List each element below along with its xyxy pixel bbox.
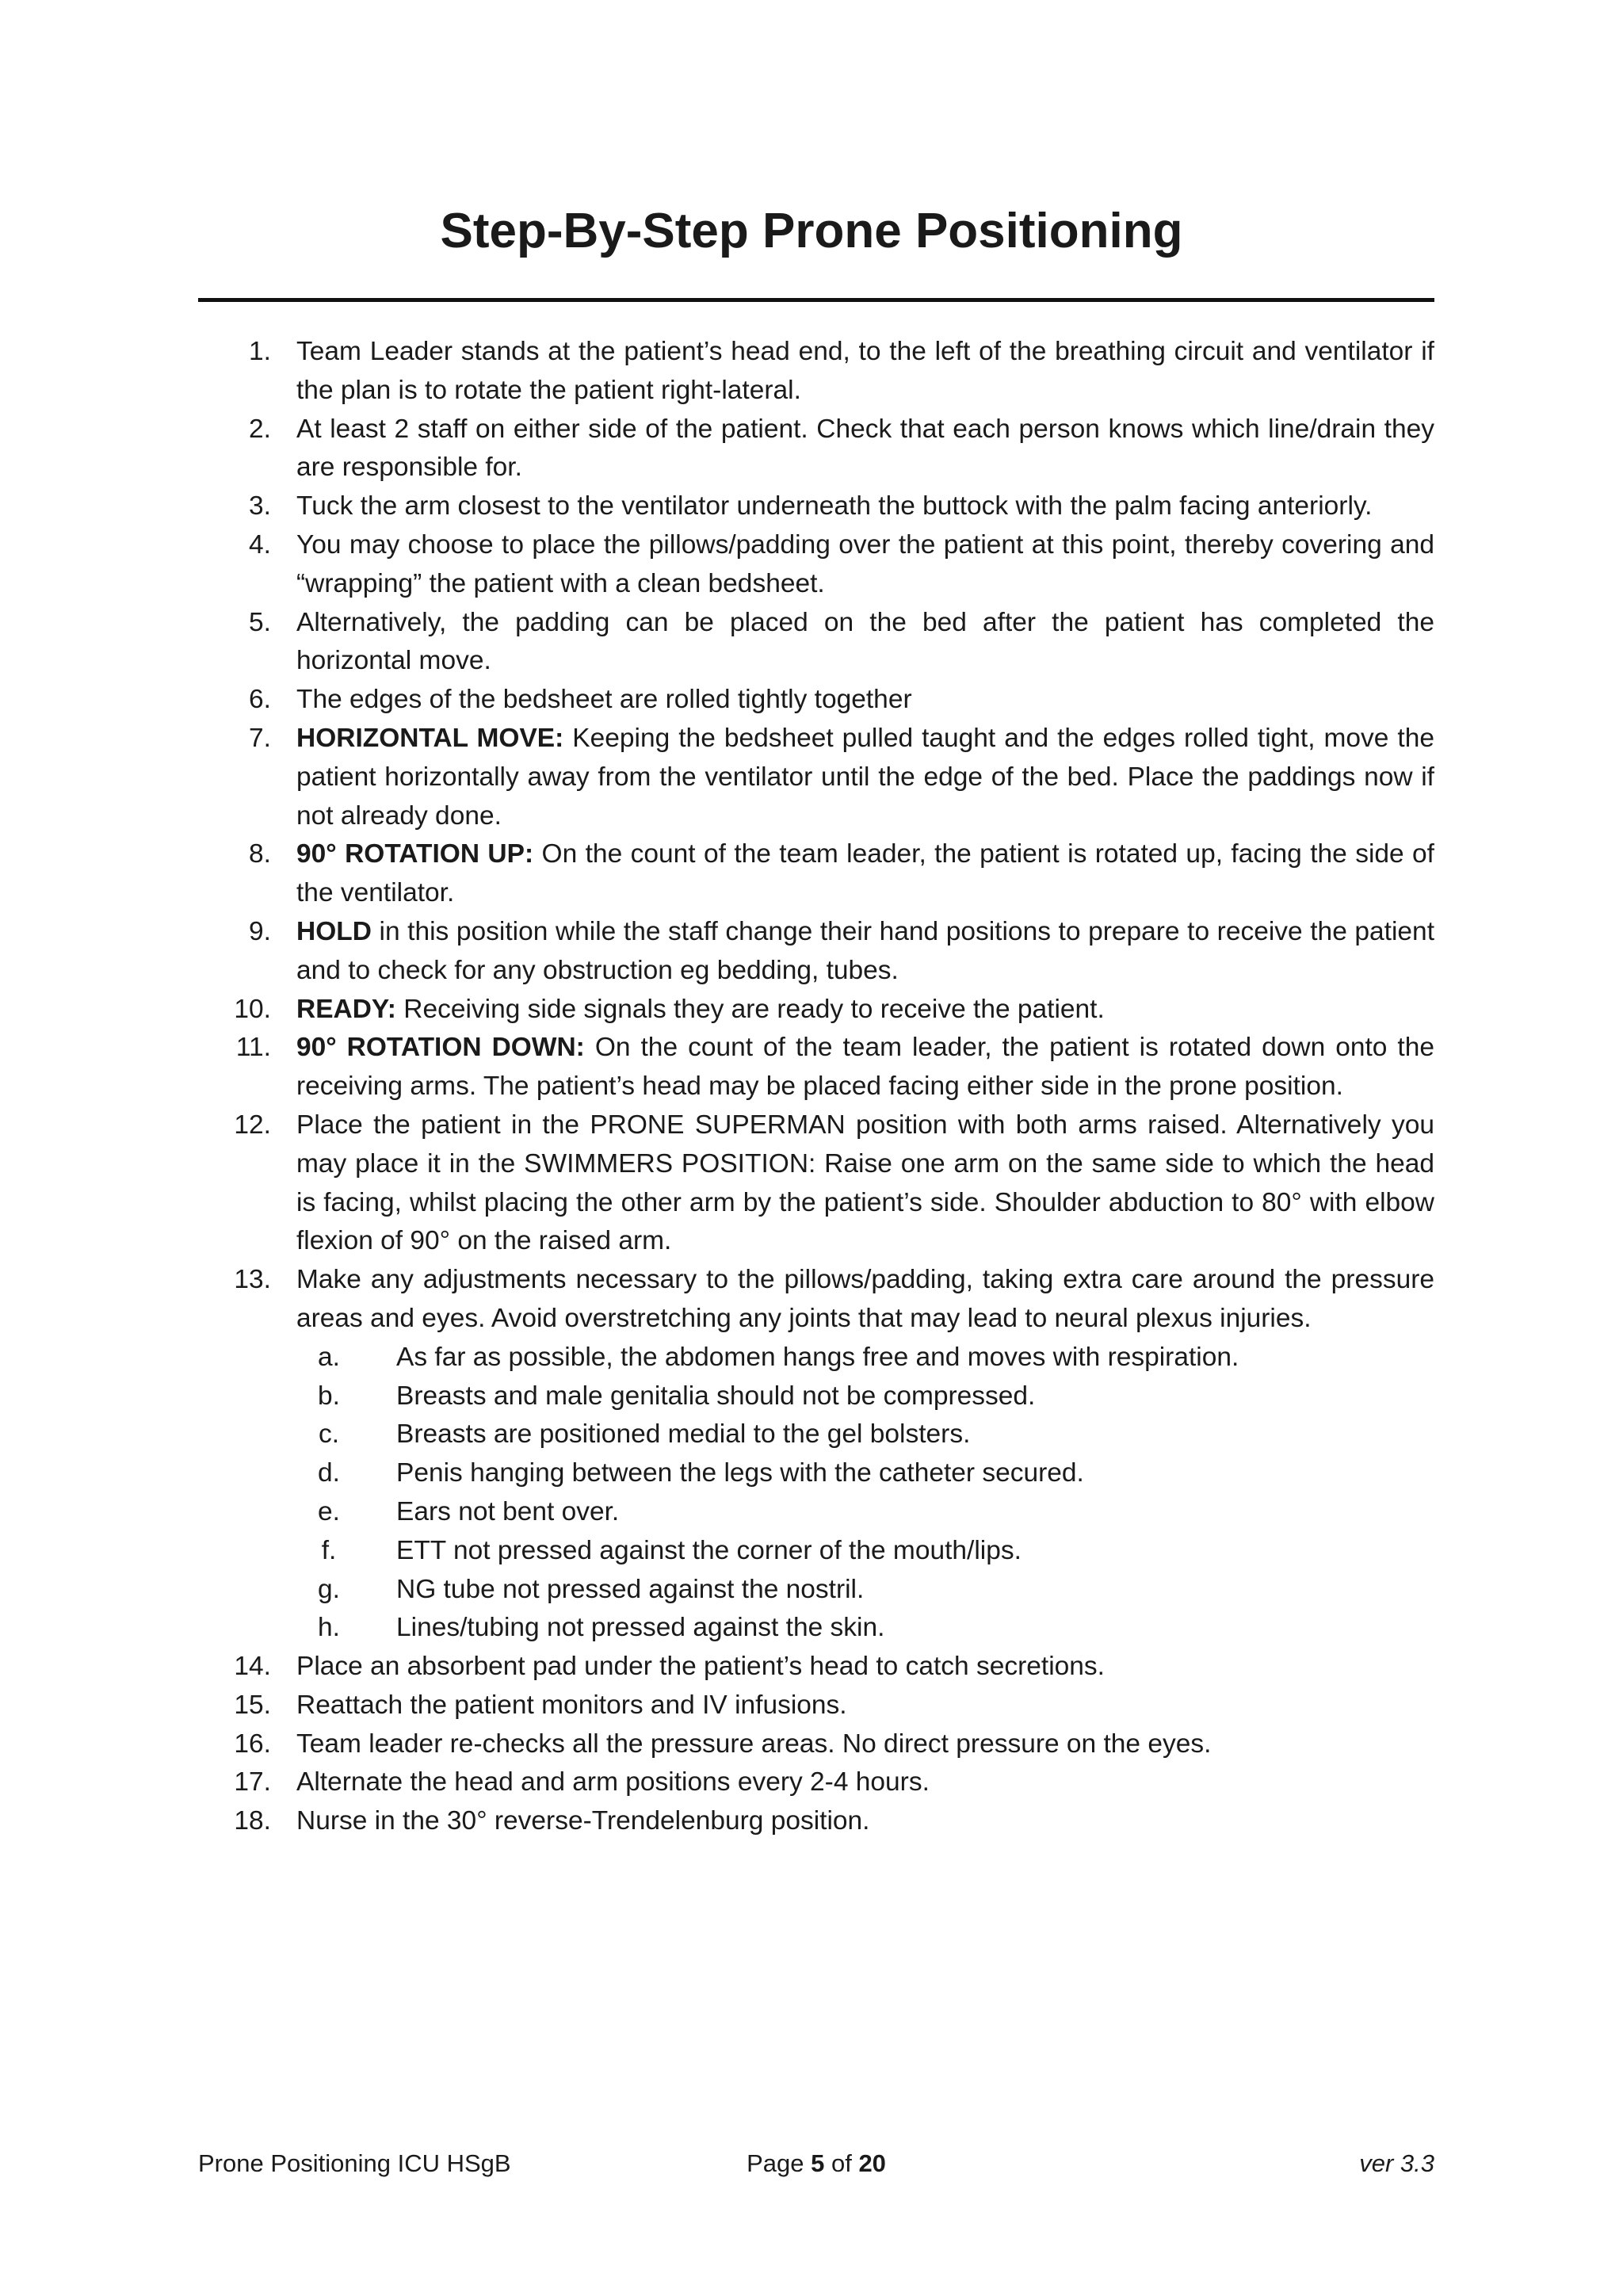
step-number: 15. xyxy=(234,1690,271,1720)
step-number: 18. xyxy=(234,1806,271,1836)
step-number: 6. xyxy=(249,685,271,715)
step-text: Alternate the head and arm positions every 2-4 hours. xyxy=(296,1767,930,1797)
step-9 xyxy=(198,913,1434,991)
step-number: 1. xyxy=(249,337,271,366)
substeps-list xyxy=(296,1339,1434,1648)
page-total: 20 xyxy=(858,2149,886,2177)
page-of: of xyxy=(824,2149,859,2177)
step-text: Team leader re-checks all the pressure areas. No direct pressure on the eyes. xyxy=(296,1729,1212,1759)
page-prefix: Page xyxy=(747,2149,812,2177)
page-current: 5 xyxy=(811,2149,825,2177)
substep-e xyxy=(296,1493,1434,1532)
substep-text: Penis hanging between the legs with the catheter secured. xyxy=(396,1458,1084,1488)
substep-letter: g. xyxy=(318,1574,340,1604)
step-number: 5. xyxy=(249,607,271,637)
substep-h xyxy=(296,1609,1434,1648)
step-11 xyxy=(198,1029,1434,1106)
substep-text: Lines/tubing not pressed against the skin. xyxy=(396,1613,885,1643)
step-number: 14. xyxy=(234,1652,271,1682)
substep-letter: b. xyxy=(318,1381,340,1411)
step-number: 8. xyxy=(249,839,271,869)
substep-f xyxy=(296,1532,1434,1571)
substep-text: ETT not pressed against the corner of the mouth/lips. xyxy=(396,1535,1022,1565)
step-8 xyxy=(198,835,1434,913)
substep-b xyxy=(296,1377,1434,1416)
steps-list xyxy=(198,333,1434,1841)
substep-letter: d. xyxy=(318,1458,340,1488)
step-text: Receiving side signals they are ready to receive the patient. xyxy=(395,994,1105,1024)
step-7 xyxy=(198,720,1434,835)
step-15 xyxy=(198,1687,1434,1725)
step-text: On the count of the team leader, the patient is rotated down onto the receiving arms. The patient’s head may be placed facing either side in the prone position. xyxy=(296,1033,1434,1102)
step-text: Reattach the patient monitors and IV infusions. xyxy=(296,1690,847,1720)
step-text: Place an absorbent pad under the patient’s head to catch secretions. xyxy=(296,1652,1105,1682)
step-3 xyxy=(198,487,1434,526)
step-keyword: READY: xyxy=(296,994,396,1024)
substep-text: NG tube not pressed against the nostril. xyxy=(396,1574,865,1604)
step-16 xyxy=(198,1725,1434,1764)
step-keyword: 90° ROTATION UP: xyxy=(296,839,534,869)
step-number: 3. xyxy=(249,491,271,521)
step-text: Place the patient in the PRONE SUPERMAN position with both arms raised. Alternatively you may place it in the SWIMMERS POSITION: Raise one arm on the same side to which the head is facing, whilst placing the other arm by the patient’s side. Shoulder abduction to 80° with elbow flexion of 90° on the raised arm. xyxy=(296,1110,1434,1256)
step-number: 17. xyxy=(234,1767,271,1797)
page-footer xyxy=(198,2146,1434,2181)
substep-text: As far as possible, the abdomen hangs free and moves with respiration. xyxy=(396,1342,1239,1372)
page-title: Step-By-Step Prone Positioning xyxy=(440,204,1183,258)
step-text: Nurse in the 30° reverse-Trendelenburg position. xyxy=(296,1806,870,1836)
substep-text: Ears not bent over. xyxy=(396,1496,620,1526)
step-text: At least 2 staff on either side of the patient. Check that each person knows which line/drain they are responsible for. xyxy=(296,414,1434,483)
step-number: 2. xyxy=(249,414,271,444)
step-6 xyxy=(198,681,1434,720)
footer-version: ver 3.3 xyxy=(1359,2149,1434,2177)
substep-a xyxy=(296,1339,1434,1377)
substep-letter: h. xyxy=(318,1613,340,1643)
step-5 xyxy=(198,604,1434,682)
step-text: You may choose to place the pillows/padding over the patient at this point, thereby covering and “wrapping” the patient with a clean bedsheet. xyxy=(296,529,1434,598)
step-12 xyxy=(198,1106,1434,1261)
step-text: Tuck the arm closest to the ventilator underneath the buttock with the palm facing anteriorly. xyxy=(296,491,1373,521)
step-4 xyxy=(198,526,1434,604)
step-13 xyxy=(198,1261,1434,1648)
substep-letter: e. xyxy=(318,1496,340,1526)
step-number: 11. xyxy=(235,1033,271,1063)
step-text: The edges of the bedsheet are rolled tightly together xyxy=(296,685,912,715)
substep-text: Breasts are positioned medial to the gel bolsters. xyxy=(396,1419,971,1450)
footer-document-name: Prone Positioning ICU HSgB xyxy=(198,2149,511,2177)
step-keyword: HOLD xyxy=(296,916,372,946)
step-text: Team Leader stands at the patient’s head end, to the left of the breathing circuit and ventilator if the plan is to rotate the patient right-lateral. xyxy=(296,337,1434,405)
substep-g xyxy=(296,1571,1434,1610)
step-text: Keeping the bedsheet pulled taught and the edges rolled tight, move the patient horizontally away from the ventilator until the edge of the bed. Place the paddings now if not already done. xyxy=(296,723,1434,831)
step-text: Make any adjustments necessary to the pillows/padding, taking extra care around the pressure areas and eyes. Avoid overstretching any joints that may lead to neural plexus injuries. xyxy=(296,1265,1434,1333)
step-17 xyxy=(198,1763,1434,1802)
step-14 xyxy=(198,1648,1434,1687)
step-number: 9. xyxy=(249,916,271,946)
substep-c xyxy=(296,1415,1434,1454)
step-number: 4. xyxy=(249,529,271,560)
step-keyword: HORIZONTAL MOVE: xyxy=(296,723,564,753)
step-keyword: 90° ROTATION DOWN: xyxy=(296,1033,585,1063)
step-10 xyxy=(198,991,1434,1030)
step-number: 16. xyxy=(234,1729,271,1759)
step-text: in this position while the staff change their hand positions to prepare to receive the patient and to check for any obstruction eg bedding, tubes. xyxy=(296,916,1434,985)
step-18 xyxy=(198,1802,1434,1841)
substep-d xyxy=(296,1454,1434,1493)
substep-text: Breasts and male genitalia should not be compressed. xyxy=(396,1381,1036,1411)
step-text: Alternatively, the padding can be placed on the bed after the patient has completed the horizontal move. xyxy=(296,607,1434,676)
title-divider xyxy=(198,298,1434,302)
step-number: 10. xyxy=(234,994,271,1024)
step-number: 12. xyxy=(234,1110,271,1140)
footer-page-number xyxy=(198,2146,1434,2181)
substep-letter: a. xyxy=(318,1342,340,1372)
step-number: 13. xyxy=(234,1265,271,1295)
step-number: 7. xyxy=(249,723,271,753)
substep-letter: c. xyxy=(318,1419,340,1450)
step-text: On the count of the team leader, the patient is rotated up, facing the side of the ventilator. xyxy=(296,839,1434,908)
step-1 xyxy=(198,333,1434,411)
substep-letter: f. xyxy=(321,1535,337,1565)
step-2 xyxy=(198,411,1434,488)
